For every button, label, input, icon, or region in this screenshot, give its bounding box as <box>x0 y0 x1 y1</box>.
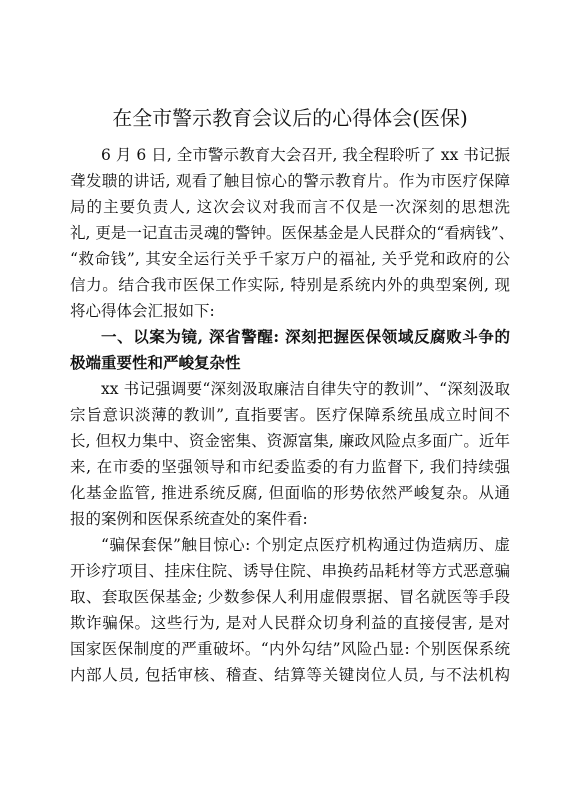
paragraph-line: “救命钱”, 其安全运行关乎千家万户的福祉, 关乎党和政府的公 <box>70 250 510 268</box>
section-heading-line: 一、以案为镜, 深省警醒: 深刻把握医保领域反腐败斗争的 <box>101 327 510 346</box>
document-body <box>70 142 515 688</box>
document-title: 在全市警示教育会议后的心得体会(医保) <box>112 106 468 130</box>
paragraph-line: “骗保套保”触目惊心: 个别定点医疗机构通过伪造病历、虚 <box>101 536 510 554</box>
paragraph-line: 宗旨意识淡薄的教训”, 直指要害。医疗保障系统虽成立时间不 <box>70 406 510 424</box>
paragraph-line: 来, 在市委的坚强领导和市纪委监委的有力监督下, 我们持续强 <box>70 458 510 476</box>
paragraph-line: 长, 但权力集中、资金密集、资源富集, 廉政风险点多面广。近年 <box>70 432 510 450</box>
paragraph-line: 开诊疗项目、挂床住院、诱导住院、串换药品耗材等方式恶意骗 <box>70 562 510 580</box>
paragraph-line: 聋发聩的讲话, 观看了触目惊心的警示教育片。作为市医疗保障 <box>70 172 510 190</box>
paragraph-line: 欺诈骗保。这些行为, 是对人民群众切身利益的直接侵害, 是对 <box>70 614 510 632</box>
paragraph-line: 礼, 更是一记直击灵魂的警钟。医保基金是人民群众的“看病钱”、 <box>70 224 515 242</box>
paragraph-line: 将心得体会汇报如下: <box>70 302 215 320</box>
paragraph-line: 6 月 6 日, 全市警示教育大会召开, 我全程聆听了 xx 书记振 <box>101 146 510 164</box>
paragraph-line: 局的主要负责人, 这次会议对我而言不仅是一次深刻的思想洗 <box>70 198 510 216</box>
paragraph-line: 报的案例和医保系统查处的案件看: <box>70 510 308 528</box>
paragraph-line: 化基金监管, 推进系统反腐, 但面临的形势依然严峻复杂。从通 <box>70 484 510 502</box>
paragraph-line: xx 书记强调要“深刻汲取廉洁自律失守的教训”、“深刻汲取 <box>101 380 510 398</box>
paragraph-line: 信力。结合我市医保工作实际, 特别是系统内外的典型案例, 现 <box>70 276 510 294</box>
paragraph-line: 取、套取医保基金; 少数参保人利用虚假票据、冒名就医等手段 <box>70 588 510 606</box>
section-heading-line: 极端重要性和严峻复杂性 <box>70 353 241 372</box>
paragraph-line: 国家医保制度的严重破坏。“内外勾结”风险凸显: 个别医保系统 <box>70 640 510 658</box>
paragraph-line: 内部人员, 包括审核、稽查、结算等关键岗位人员, 与不法机构 <box>70 666 510 684</box>
